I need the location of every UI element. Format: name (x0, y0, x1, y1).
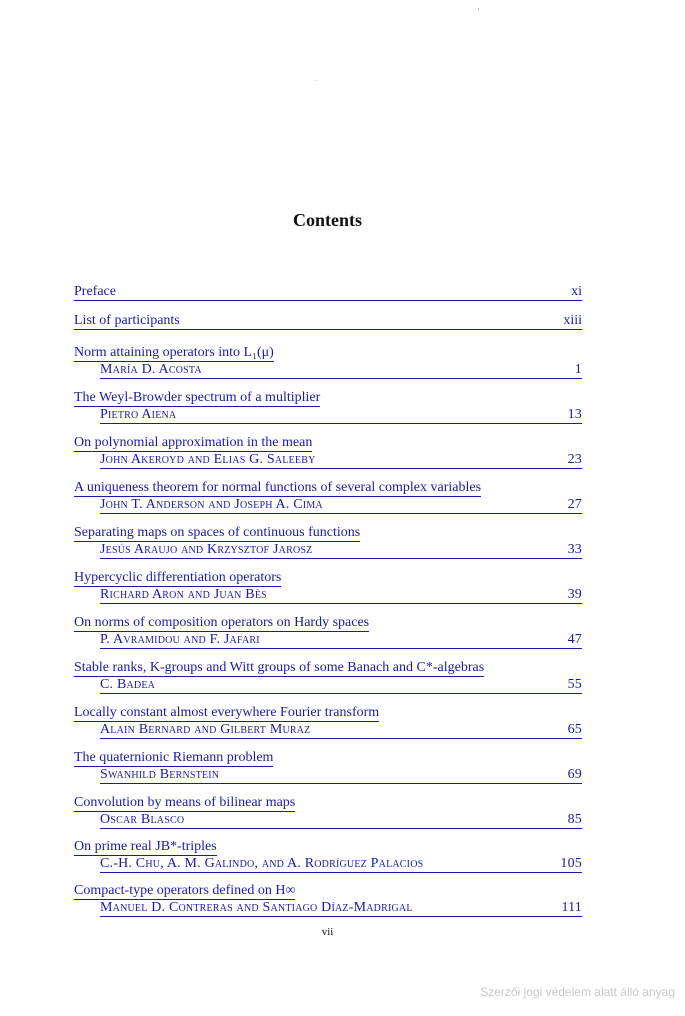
toc-entry-title[interactable]: On polynomial approximation in the mean (74, 435, 313, 450)
toc-entry-title[interactable]: On prime real JB*-triples (74, 839, 217, 854)
toc-entry[interactable] (74, 701, 582, 739)
toc-entry-title[interactable]: List of participants (74, 313, 180, 328)
toc-page-number[interactable]: 65 (567, 722, 582, 737)
toc-page-number[interactable]: 39 (567, 587, 582, 602)
toc-entry-author[interactable]: Oscar Blasco (100, 812, 185, 827)
toc-page-number[interactable]: 33 (567, 542, 582, 557)
toc-entry-title[interactable]: A uniqueness theorem for normal functions of several complex variables (74, 480, 482, 495)
toc-entry-author[interactable]: Richard Aron and Juan Bès (100, 587, 267, 602)
toc-page-number[interactable]: 13 (567, 407, 582, 422)
toc-entry-title[interactable]: Convolution by means of bilinear maps (74, 795, 296, 810)
scan-speck (478, 8, 479, 10)
toc-entry-title[interactable]: Norm attaining operators into L₁(μ) (74, 345, 274, 360)
toc-entry-author[interactable]: C.-H. Chu, A. M. Galindo, and A. Rodríguez Palacios (100, 856, 424, 871)
toc-entry-title[interactable]: On norms of composition operators on Hardy spaces (74, 615, 370, 630)
toc-entry[interactable] (74, 746, 582, 784)
toc-entry-author[interactable]: María D. Acosta (100, 362, 202, 377)
page-number: vii (321, 926, 334, 938)
toc-entry[interactable] (74, 835, 582, 873)
toc-entry-title[interactable]: Locally constant almost everywhere Fourier transform (74, 705, 380, 720)
toc-entry-author[interactable]: Jesús Araujo and Krzysztof Jarosz (100, 542, 313, 557)
toc-entry[interactable] (74, 476, 582, 514)
toc-entry-title[interactable]: Stable ranks, K-groups and Witt groups of some Banach and C*-algebras (74, 660, 485, 675)
toc-entry-preface[interactable] (74, 284, 582, 301)
toc-entry-author[interactable]: Pietro Aiena (100, 407, 177, 422)
toc-entry[interactable] (74, 879, 582, 917)
toc-entry[interactable] (74, 611, 582, 649)
toc-entry-title[interactable]: The quaternionic Riemann problem (74, 750, 274, 765)
toc-entry[interactable] (74, 386, 582, 424)
toc-entry-title[interactable]: Compact-type operators defined on H∞ (74, 883, 296, 898)
watermark: Szerzői jogi védelem alatt álló anyag (480, 985, 675, 999)
toc-entry[interactable] (74, 656, 582, 694)
toc-entry-author[interactable]: John Akeroyd and Elias G. Saleeby (100, 452, 316, 467)
toc-entry[interactable] (74, 521, 582, 559)
toc-page-number[interactable]: 55 (567, 677, 582, 692)
toc-entry-title[interactable]: Preface (74, 284, 116, 299)
toc-entry-title[interactable]: Separating maps on spaces of continuous functions (74, 525, 361, 540)
toc-page-number[interactable]: 27 (567, 497, 582, 512)
toc-entry[interactable] (74, 566, 582, 604)
toc-page-number[interactable]: xiii (563, 313, 582, 328)
toc-page-number[interactable]: 23 (567, 452, 582, 467)
scan-speck (316, 80, 317, 81)
toc-entry[interactable] (74, 341, 582, 379)
toc-entry[interactable] (74, 791, 582, 829)
toc-page-number[interactable]: 111 (561, 900, 582, 915)
toc-entry-author[interactable]: Alain Bernard and Gilbert Muraz (100, 722, 311, 737)
toc-page-number[interactable]: 1 (574, 362, 582, 377)
toc-page-number[interactable]: xi (571, 284, 582, 299)
toc-entry[interactable] (74, 431, 582, 469)
toc-page-number[interactable]: 85 (567, 812, 582, 827)
toc-entry-author[interactable]: P. Avramidou and F. Jafari (100, 632, 260, 647)
toc-page-number[interactable]: 47 (567, 632, 582, 647)
toc-entry-author[interactable]: John T. Anderson and Joseph A. Cima (100, 497, 323, 512)
toc-entry-author[interactable]: Swanhild Bernstein (100, 767, 220, 782)
page-title: Contents (292, 210, 362, 230)
toc-entry-title[interactable]: Hypercyclic differentiation operators (74, 570, 282, 585)
toc-entry-participants[interactable] (74, 313, 582, 330)
toc-page-number[interactable]: 69 (567, 767, 582, 782)
toc-entry-author[interactable]: Manuel D. Contreras and Santiago Díaz-Madrigal (100, 900, 413, 915)
toc-entry-author[interactable]: C. Badea (100, 677, 156, 692)
toc-entry-title[interactable]: The Weyl-Browder spectrum of a multiplier (74, 390, 321, 405)
toc-page-number[interactable]: 105 (560, 856, 582, 871)
